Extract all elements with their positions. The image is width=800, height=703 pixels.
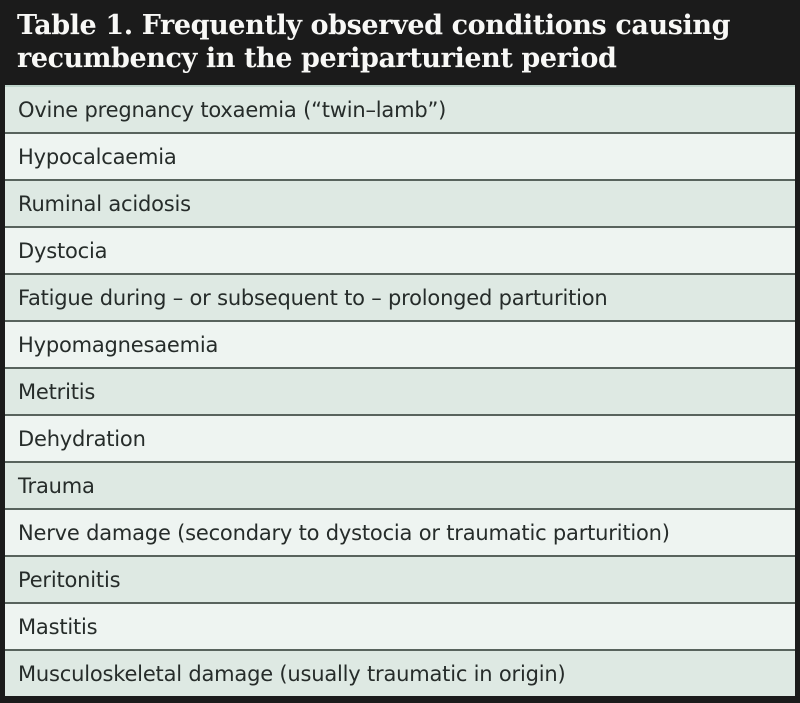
table-row: Fatigue during – or subsequent to – prolonged parturition	[5, 273, 795, 320]
table-title: Table 1. Frequently observed conditions causing recumbency in the periparturient period	[0, 0, 800, 85]
table-row: Dystocia	[5, 226, 795, 273]
table-row: Musculoskeletal damage (usually traumatic in origin)	[5, 649, 795, 696]
table-row: Peritonitis	[5, 555, 795, 602]
table-row: Ruminal acidosis	[5, 179, 795, 226]
table-row: Trauma	[5, 461, 795, 508]
table-body	[5, 85, 795, 696]
table-row: Dehydration	[5, 414, 795, 461]
table-row: Hypocalcaemia	[5, 132, 795, 179]
table-row: Nerve damage (secondary to dystocia or traumatic parturition)	[5, 508, 795, 555]
table-row: Mastitis	[5, 602, 795, 649]
table-row: Ovine pregnancy toxaemia (“twin–lamb”)	[5, 87, 795, 132]
table-row: Hypomagnesaemia	[5, 320, 795, 367]
table-row: Metritis	[5, 367, 795, 414]
